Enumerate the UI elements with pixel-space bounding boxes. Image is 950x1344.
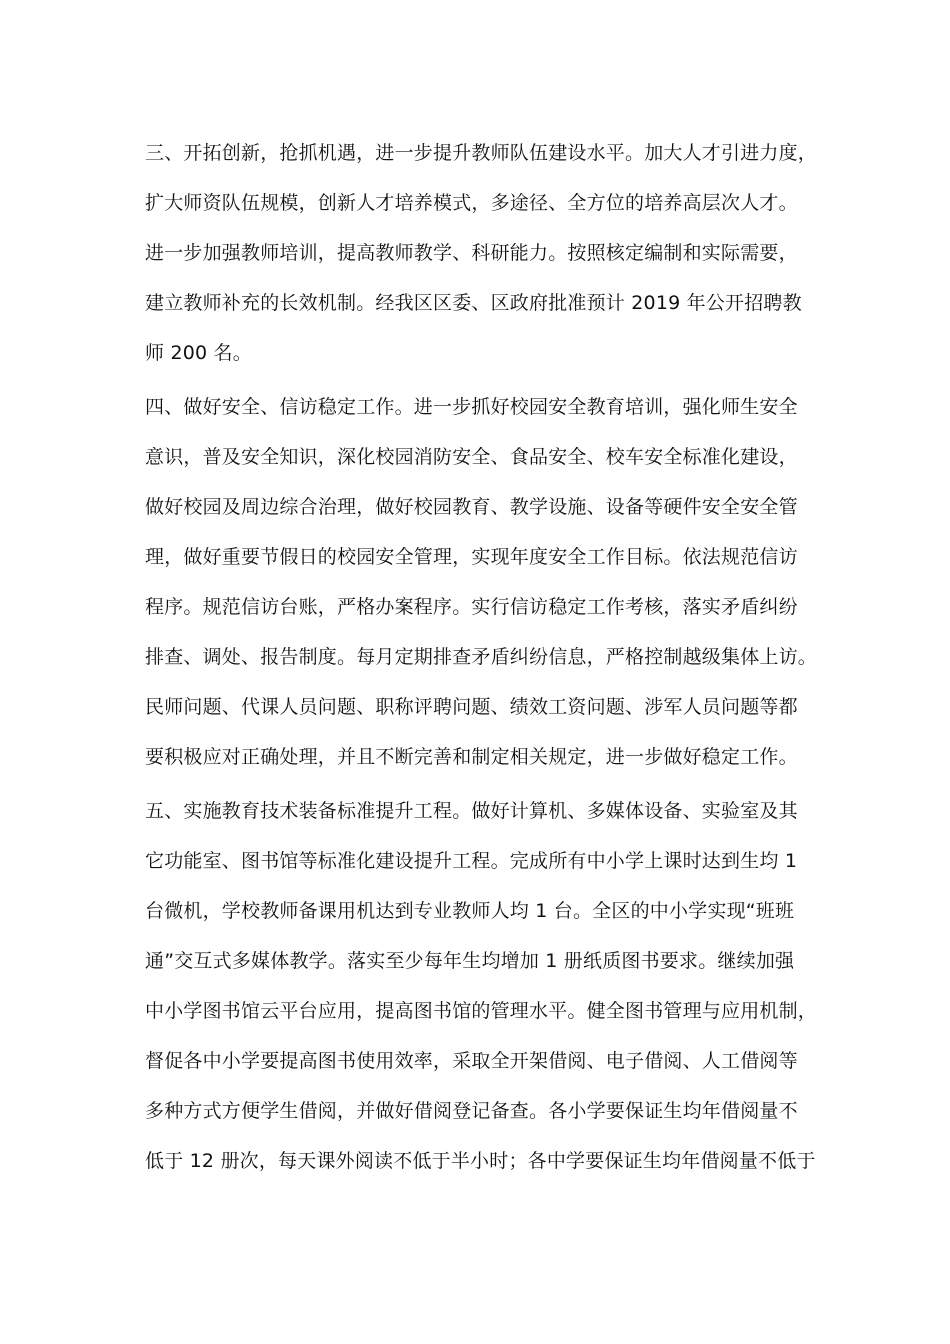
text-line: 扩大师资队伍规模，创新人才培养模式，多途径、全方位的培养高层次人才。	[145, 192, 798, 214]
text-line: 低于 12 册次，每天课外阅读不低于半小时；各中学要保证生均年借阅量不低于	[145, 1150, 816, 1172]
text-line: 师 200 名。	[145, 342, 252, 364]
text-line: 四、做好安全、信访稳定工作。进一步抓好校园安全教育培训，强化师生安全	[145, 396, 798, 418]
text-line: 要积极应对正确处理，并且不断完善和制定相关规定，进一步做好稳定工作。	[145, 746, 798, 768]
text-line: 进一步加强教师培训，提高教师教学、科研能力。按照核定编制和实际需要，	[145, 242, 798, 264]
text-line: 意识，普及安全知识，深化校园消防安全、食品安全、校车安全标准化建设，	[145, 446, 798, 468]
text-line: 多种方式方便学生借阅，并做好借阅登记备查。各小学要保证生均年借阅量不	[145, 1100, 798, 1122]
text-line: 三、开拓创新，抢抓机遇，进一步提升教师队伍建设水平。加大人才引进力度，	[145, 142, 818, 164]
text-line: 台微机，学校教师备课用机达到专业教师人均 1 台。全区的中小学实现“班班	[145, 900, 795, 922]
text-line: 排查、调处、报告制度。每月定期排查矛盾纠纷信息，严格控制越级集体上访。	[145, 646, 818, 668]
text-line: 督促各中小学要提高图书使用效率，采取全开架借阅、电子借阅、人工借阅等	[145, 1050, 798, 1072]
text-line: 做好校园及周边综合治理，做好校园教育、教学设施、设备等硬件安全安全管	[145, 496, 798, 518]
text-line: 中小学图书馆云平台应用，提高图书馆的管理水平。健全图书管理与应用机制，	[145, 1000, 818, 1022]
text-line: 民师问题、代课人员问题、职称评聘问题、绩效工资问题、涉军人员问题等都	[145, 696, 798, 718]
text-line: 建立教师补充的长效机制。经我区区委、区政府批准预计 2019 年公开招聘教	[145, 292, 802, 314]
text-line: 五、实施教育技术装备标准提升工程。做好计算机、多媒体设备、实验室及其	[145, 800, 798, 822]
text-line: 程序。规范信访台账，严格办案程序。实行信访稳定工作考核，落实矛盾纠纷	[145, 596, 798, 618]
text-line: 它功能室、图书馆等标准化建设提升工程。完成所有中小学上课时达到生均 1	[145, 850, 798, 872]
text-line: 理，做好重要节假日的校园安全管理，实现年度安全工作目标。依法规范信访	[145, 546, 798, 568]
text-line: 通”交互式多媒体教学。落实至少每年生均增加 1 册纸质图书要求。继续加强	[145, 950, 795, 972]
